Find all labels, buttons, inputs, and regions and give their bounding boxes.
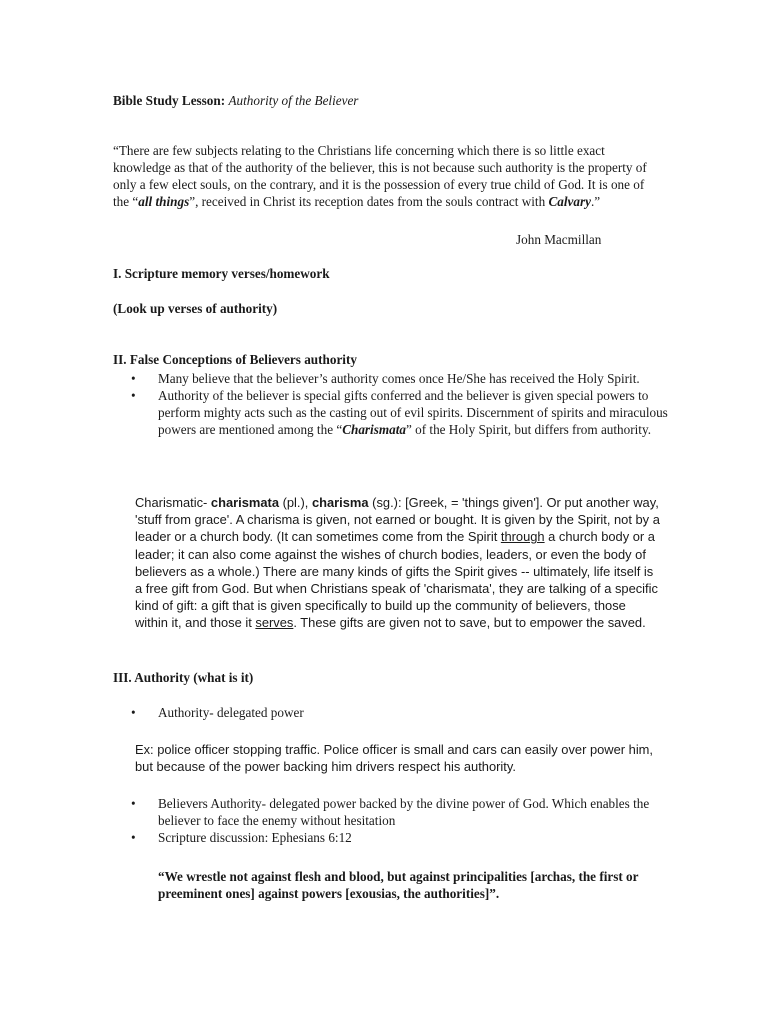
list-item <box>113 829 673 846</box>
para-part-a: Charismatic- <box>135 495 211 510</box>
section2-bullet-list <box>113 370 673 438</box>
para-serves: serves <box>255 615 294 631</box>
para-part-c: (sg.): [Greek, = 'things given']. Or put another way, 'stuff from grace'. A charisma is given, not earned or bought. It is given by the Spirit, not by a leader or a church body. (It can sometimes come from the Spirit <box>135 495 660 545</box>
list-item <box>113 704 673 721</box>
charismatic-paragraph <box>135 494 660 632</box>
title-label: Bible Study Lesson: <box>113 93 226 108</box>
example-paragraph: Ex: police officer stopping traffic. Police officer is small and cars can easily over power him, but because of the power backing him drivers respect his authority. <box>135 742 654 775</box>
bullet2-charismata: Charismata <box>342 422 406 437</box>
para-charismata: charismata <box>210 495 279 510</box>
quote-part3: .” <box>590 194 601 209</box>
para-charisma: charisma <box>311 495 369 510</box>
section3-bullet-list-1 <box>113 704 673 721</box>
bullet-icon: • <box>131 371 136 386</box>
opening-quote <box>113 142 658 210</box>
section2-heading: II. False Conceptions of Believers authority <box>113 352 357 367</box>
quote-author: John Macmillan <box>516 232 602 247</box>
bullet-icon: • <box>131 796 136 811</box>
bullet-icon: • <box>131 830 136 845</box>
title-subject: Authority of the Believer <box>228 93 359 108</box>
quote-all-things: all things <box>138 194 190 209</box>
para-part-d: a church body or a leader; it can also come against the wishes of church bodies, leaders, or even the body of believers as a whole.) There are many kinds of gifts the Spirit gives -- ultimately, life itself is a free gift from God. But when Christians speak of 'charismata', they are talking of a specific kind of gift: a gift that is given specifically to build up the community of believers, those within it, and those it <box>135 529 658 631</box>
page-title <box>113 92 358 109</box>
ephesians-verse: “We wrestle not against flesh and blood, but against principalities [archas, the first or preeminent ones] against powers [exousias, the authorities]”. <box>158 869 639 901</box>
quote-calvary: Calvary <box>548 194 591 209</box>
bullet-icon: • <box>131 705 136 720</box>
para-part-b: (pl.), <box>279 495 312 510</box>
para-part-e: . These gifts are given not to save, but to empower the saved. <box>293 615 646 631</box>
list-item <box>113 370 673 387</box>
section2-bullet1: Many believe that the believer’s authority comes once He/She has received the Holy Spirit. <box>158 371 640 386</box>
bullet2-part-a: Authority of the believer is special gifts conferred and the believer is given special powers to perform mighty acts such as the casting out of evil spirits. Discernment of spirits and miraculous powers are mentioned among the “ <box>158 388 668 437</box>
bullet-icon: • <box>131 388 136 403</box>
section3-bullet3: Scripture discussion: Ephesians 6:12 <box>158 830 352 845</box>
section3-bullet1: Authority- delegated power <box>158 705 304 720</box>
section2-bullet2 <box>158 387 673 438</box>
section1-subheading: (Look up verses of authority) <box>113 301 278 316</box>
quote-part2: ”, received in Christ its reception dates from the souls contract with <box>189 194 549 209</box>
quote-text <box>113 142 658 210</box>
bullet2-part-b: ” of the Holy Spirit, but differs from authority. <box>405 422 651 437</box>
section1-heading: I. Scripture memory verses/homework <box>113 266 330 281</box>
section3-heading: III. Authority (what is it) <box>113 670 254 685</box>
quote-part1: “There are few subjects relating to the Christians life concerning which there is so little exact knowledge as that of the authority of the believer, this is not because such authority is the property of only a few elect souls, on the contrary, and it is the possession of every true child of God. It is one of the “ <box>113 143 647 209</box>
section3-bullet2: Believers Authority- delegated power backed by the divine power of God. Which enables the believer to face the enemy without hesitation <box>158 796 650 828</box>
section3-bullet-list-2 <box>113 795 673 846</box>
para-through: through <box>500 529 545 545</box>
list-item <box>113 795 673 829</box>
list-item <box>113 387 673 438</box>
